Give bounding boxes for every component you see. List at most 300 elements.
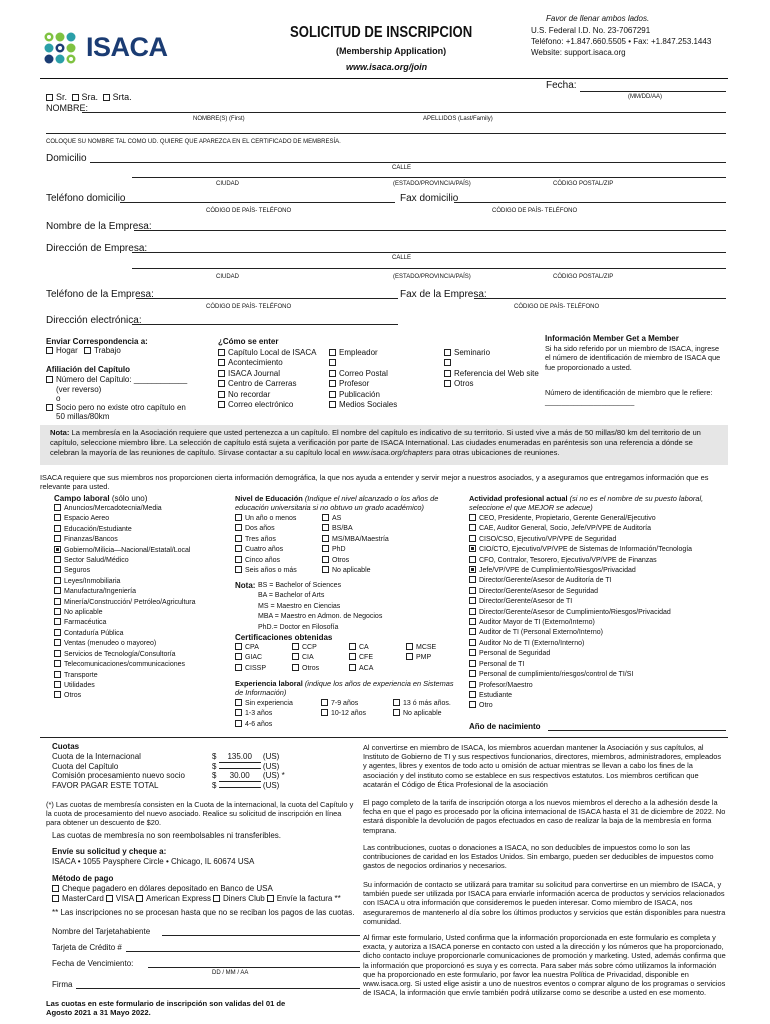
activity-checkbox[interactable] (469, 701, 476, 708)
payment-processing-note: ** Las inscripciones no se procesan hasta que no se reciban los pagos de las cuotas. (52, 908, 355, 917)
no-chapter-distance: 50 millas/80km (56, 412, 110, 421)
activity-checkbox[interactable] (469, 556, 476, 563)
cert-col2 (292, 643, 319, 674)
home-city-caption: CIUDAD (216, 181, 240, 187)
degree-checkbox[interactable] (322, 514, 329, 521)
activity-option[interactable] (469, 691, 692, 701)
how-checkbox[interactable] (218, 349, 225, 356)
campo-option[interactable] (54, 639, 196, 649)
form-subtitle: (Membership Application) (336, 46, 447, 56)
campo-option[interactable] (54, 629, 196, 639)
how-option[interactable]: Profesor (329, 379, 397, 389)
education-checkbox[interactable] (235, 556, 242, 563)
card-label: Envíe la factura ** (276, 894, 341, 903)
campo-option[interactable] (54, 546, 196, 556)
how-option[interactable]: Empleador (329, 348, 397, 358)
degree-note-option (258, 581, 382, 591)
how-checkbox[interactable] (329, 380, 336, 387)
activity-label: Director/Gerente/Asesor de Auditoría de TI (479, 577, 612, 585)
how-checkbox[interactable] (444, 349, 451, 356)
activity-checkbox[interactable] (469, 524, 476, 531)
education-option[interactable] (235, 514, 297, 524)
experience-label: Sin experiencia (245, 700, 293, 707)
campo-checkbox[interactable] (54, 598, 61, 605)
fee-label: Comisión procesamiento nuevo socio (52, 771, 185, 780)
cert-checkbox[interactable] (349, 664, 356, 671)
education-option[interactable] (235, 535, 297, 545)
activity-checkbox[interactable] (469, 649, 476, 656)
activity-checkbox[interactable] (469, 660, 476, 667)
campo-option[interactable] (54, 650, 196, 660)
degree-option[interactable] (322, 535, 389, 545)
cert-checkbox[interactable] (406, 643, 413, 650)
how-checkbox[interactable] (329, 391, 336, 398)
cert-col4 (406, 643, 436, 664)
degree-label: AS (332, 515, 342, 522)
activity-option[interactable] (469, 556, 692, 566)
activity-option[interactable] (469, 587, 692, 597)
degree-label: No aplicable (332, 567, 371, 575)
activity-checkbox[interactable] (469, 587, 476, 594)
education-option[interactable] (235, 556, 297, 566)
education-option[interactable] (235, 524, 297, 534)
campo-checkbox[interactable] (54, 608, 61, 615)
company-address-label: Dirección de Empresa: (46, 243, 148, 254)
fee-label: FAVOR PAGAR ESTE TOTAL (52, 780, 159, 790)
how-heard-col3 (444, 348, 539, 390)
company-phone-field[interactable] (136, 298, 398, 299)
degree-checkbox[interactable] (322, 524, 329, 531)
degree-note-list (258, 581, 382, 633)
activity-label: CISO/CSO, Ejecutivo/VP/VPE de Seguridad (479, 535, 617, 543)
experience-col1 (235, 699, 293, 730)
campo-checkbox[interactable] (54, 660, 61, 667)
cert-option[interactable] (292, 664, 319, 674)
how-option[interactable]: Capítulo Local de ISACA (218, 348, 317, 358)
company-zip-caption: CÓDIGO POSTAL/ZIP (553, 274, 614, 280)
activity-checkbox[interactable] (469, 545, 476, 552)
how-option[interactable]: No recordar (218, 390, 317, 400)
campo-option[interactable] (54, 608, 196, 618)
cert-checkbox[interactable] (292, 653, 299, 660)
join-link[interactable]: www.isaca.org/join (346, 62, 428, 72)
cert-label: MCSE (416, 644, 437, 651)
campo-option[interactable] (54, 618, 196, 628)
date-label: Fecha: (546, 80, 577, 91)
how-heard-col1 (218, 348, 317, 410)
experience-checkbox[interactable] (235, 720, 242, 727)
how-option[interactable] (444, 358, 539, 368)
how-option[interactable]: Correo electrónico (218, 400, 317, 410)
education-label: Cinco años (245, 556, 281, 564)
fees-validity: Las cuotas en este formulario de inscripción son validas del 01 de Agosto 2021 a 31 Mayo 2022. (46, 999, 286, 1018)
card-checkbox[interactable] (106, 895, 113, 902)
degree-checkbox[interactable] (322, 545, 329, 552)
degree-note-option (258, 591, 382, 601)
degree-checkbox[interactable] (322, 566, 329, 573)
cert-checkbox[interactable] (235, 643, 242, 650)
company-fax-field[interactable] (474, 298, 726, 299)
experience-option[interactable] (393, 709, 451, 719)
activity-checkbox[interactable] (469, 681, 476, 688)
campo-option[interactable] (54, 681, 196, 691)
activity-checkbox[interactable] (469, 618, 476, 625)
fee-amount[interactable]: $ 30.00 (US) * (212, 771, 285, 780)
experience-checkbox[interactable] (235, 709, 242, 716)
no-chapter-row: Socio pero no existe otro capítulo en (46, 403, 186, 412)
correspondence-options: Hogar Trabajo (46, 346, 121, 355)
cert-col3 (349, 643, 373, 674)
home-fax-label: Fax domicilio (400, 193, 459, 204)
how-option[interactable]: Centro de Carreras (218, 379, 317, 389)
activity-option[interactable] (469, 514, 692, 524)
activity-label: Profesor/Maestro (479, 681, 533, 689)
signature-field[interactable] (76, 988, 360, 989)
education-checkbox[interactable] (235, 535, 242, 542)
activity-checkbox[interactable] (469, 691, 476, 698)
email-label: Dirección electrónica: (46, 315, 142, 326)
activity-checkbox[interactable] (469, 566, 476, 573)
support-website: Website: support.isaca.org (531, 48, 626, 57)
education-checkbox[interactable] (235, 514, 242, 521)
experience-option[interactable] (393, 699, 451, 709)
company-city-field[interactable] (132, 268, 726, 269)
how-checkbox[interactable] (218, 380, 225, 387)
education-option[interactable] (235, 566, 297, 576)
cert-checkbox[interactable] (349, 653, 356, 660)
company-state-caption: (ESTADO/PROVINCIA/PAÍS) (393, 274, 471, 280)
how-option[interactable]: ISACA Journal (218, 369, 317, 379)
activity-label: Auditor Mayor de TI (Externo/Interno) (479, 619, 595, 627)
campo-checkbox[interactable] (54, 671, 61, 678)
birth-year-field[interactable] (548, 730, 726, 731)
name-field[interactable] (82, 112, 726, 113)
activity-list (469, 514, 692, 712)
activity-checkbox[interactable] (469, 670, 476, 677)
cert-option[interactable] (349, 643, 373, 653)
activity-option[interactable] (469, 701, 692, 711)
campo-option[interactable] (54, 504, 196, 514)
cert-option[interactable] (292, 643, 319, 653)
activity-checkbox[interactable] (469, 535, 476, 542)
home-city-field[interactable] (132, 177, 726, 178)
campo-label: Otros (64, 692, 82, 700)
cert-label: Otros (302, 664, 320, 672)
how-option[interactable]: Otros (444, 379, 539, 389)
how-checkbox[interactable] (329, 359, 336, 366)
home-phone-label: Teléfono domicilio (46, 193, 126, 204)
fee-amount[interactable]: $ (US) (212, 761, 280, 771)
experience-label: 10-12 años (331, 710, 367, 718)
activity-option[interactable] (469, 608, 692, 618)
campo-label: No aplicable (64, 609, 103, 617)
home-address-label: Domicilio (46, 153, 87, 164)
email-field[interactable] (132, 324, 398, 325)
referral-id-field[interactable]: Número de identificación de miembro que le refiere: ______________________ (545, 388, 713, 407)
fee-amount[interactable]: $ (US) (212, 780, 280, 790)
activity-label: CEO, Presidente, Propietario, Gerente General/Ejecutivo (479, 515, 656, 522)
how-checkbox[interactable] (218, 391, 225, 398)
refund-note: Las cuotas de membresía no son reembolsables ni transferibles. (52, 831, 282, 840)
cert-option[interactable] (406, 653, 436, 663)
activity-option[interactable] (469, 566, 692, 576)
degree-checkbox[interactable] (322, 556, 329, 563)
degree-note-label: BA = Bachelor of Arts (258, 592, 325, 600)
activity-option[interactable] (469, 618, 692, 628)
campo-checkbox[interactable] (54, 566, 61, 573)
campo-checkbox[interactable] (54, 681, 61, 688)
fee-suffix: (US) (262, 761, 280, 771)
cert-option[interactable] (235, 664, 266, 674)
expiry-label: Fecha de Vencimiento: (52, 959, 134, 968)
card-checkbox[interactable] (267, 895, 274, 902)
sr-checkbox[interactable] (46, 94, 53, 101)
campo-option[interactable] (54, 514, 196, 524)
cert-label: CFE (359, 654, 373, 662)
education-checkbox[interactable] (235, 545, 242, 552)
company-fax-caption: CÓDIGO DE PAÍS- TELÉFONO (514, 304, 600, 310)
activity-checkbox[interactable] (469, 608, 476, 615)
campo-checkbox[interactable] (54, 639, 61, 646)
experience-option[interactable] (235, 720, 293, 730)
how-checkbox[interactable] (218, 359, 225, 366)
campo-checkbox[interactable] (54, 546, 61, 553)
degree-option[interactable] (322, 524, 389, 534)
campo-list (54, 504, 196, 702)
fees-table (52, 752, 302, 790)
activity-option[interactable] (469, 660, 692, 670)
home-fax-field[interactable] (454, 202, 726, 203)
activity-option[interactable] (469, 649, 692, 659)
campo-label: Farmacéutica (64, 619, 107, 627)
campo-checkbox[interactable] (54, 650, 61, 657)
see-reverse-note: (ver reverso) (56, 385, 102, 394)
how-option[interactable] (329, 358, 397, 368)
cert-option[interactable] (349, 664, 373, 674)
activity-option[interactable] (469, 639, 692, 649)
campo-option[interactable] (54, 566, 196, 576)
chapter-number-checkbox[interactable] (46, 376, 53, 383)
activity-label: Jefe/VP/VPE de Cumplimiento/Riesgos/Privacidad (479, 567, 636, 575)
degree-option[interactable] (322, 566, 389, 576)
experience-checkbox[interactable] (321, 699, 328, 706)
campo-option[interactable] (54, 671, 196, 681)
payment-title: Método de pago (52, 874, 114, 883)
campo-checkbox[interactable] (54, 629, 61, 636)
campo-checkbox[interactable] (54, 556, 61, 563)
cert-option[interactable] (406, 643, 436, 653)
how-option[interactable]: Publicación (329, 390, 397, 400)
experience-option[interactable] (235, 709, 293, 719)
campo-checkbox[interactable] (54, 514, 61, 521)
fee-suffix: (US) (262, 752, 280, 761)
experience-checkbox[interactable] (393, 699, 400, 706)
campo-option[interactable] (54, 525, 196, 535)
contact-phones: Teléfono: +1.847.660.5505 • Fax: +1.847.253.1443 (531, 37, 712, 46)
cardholder-field[interactable] (162, 935, 360, 936)
fee-row (52, 771, 302, 781)
how-checkbox[interactable] (218, 370, 225, 377)
cert-checkbox[interactable] (292, 664, 299, 671)
fee-label: Cuota de la Internacional (52, 752, 141, 761)
how-checkbox[interactable] (444, 370, 451, 377)
how-checkbox[interactable] (329, 401, 336, 408)
card-checkbox[interactable] (136, 895, 143, 902)
fill-both-sides-note: Favor de llenar ambos lados. (546, 14, 650, 23)
chapter-note (50, 428, 722, 458)
campo-label: Anuncios/Mercadotecnia/Media (64, 505, 162, 512)
chapters-link[interactable]: www.isaca.org/chapters (352, 448, 433, 457)
cert-checkbox[interactable] (235, 653, 242, 660)
education-option[interactable] (235, 545, 297, 555)
cert-label: CPA (245, 644, 259, 651)
activity-option[interactable] (469, 576, 692, 586)
campo-checkbox[interactable] (54, 535, 61, 542)
how-checkbox[interactable] (218, 401, 225, 408)
cert-checkbox[interactable] (235, 664, 242, 671)
card-number-field[interactable] (126, 951, 360, 952)
fee-label: Cuota del Capítulo (52, 761, 119, 771)
no-chapter-checkbox[interactable] (46, 404, 53, 411)
how-checkbox[interactable] (444, 380, 451, 387)
how-option[interactable]: Seminario (444, 348, 539, 358)
note-bold-label: Nota: (50, 428, 70, 437)
cert-option[interactable] (349, 653, 373, 663)
experience-checkbox[interactable] (393, 709, 400, 716)
campo-label: Manufactura/Ingeniería (64, 588, 136, 596)
experience-option[interactable] (235, 699, 293, 709)
campo-checkbox[interactable] (54, 587, 61, 594)
activity-option[interactable] (469, 628, 692, 638)
card-checkbox[interactable] (52, 895, 59, 902)
company-city-caption: CIUDAD (216, 274, 240, 280)
education-title: Nivel de Educación (Indique el nivel alcanzado o los años de educación universitaria si no obtuvo un grado académico) (235, 494, 439, 513)
fee-amount[interactable]: $ 135.00 (US) (212, 752, 280, 761)
activity-option[interactable] (469, 681, 692, 691)
cert-checkbox[interactable] (406, 653, 413, 660)
how-heard-col2 (329, 348, 397, 410)
fees-title: Cuotas (52, 742, 80, 751)
cert-option[interactable] (235, 643, 266, 653)
activity-label: Otro (479, 702, 493, 710)
campo-option[interactable] (54, 535, 196, 545)
referral-text: Si ha sido referido por un miembro de ISACA, ingrese el número de identificación de miembro de ISACA que fue proporcionado a usted. (545, 344, 721, 372)
education-col2 (322, 514, 389, 576)
srta-checkbox[interactable] (103, 94, 110, 101)
company-name-field[interactable] (134, 230, 726, 231)
fee-suffix: (US) (262, 780, 280, 790)
signature-label: Firma (52, 980, 73, 989)
how-option[interactable]: Referencia del Web site (444, 369, 539, 379)
home-correspondence-checkbox[interactable] (46, 347, 53, 354)
card-label: American Express (146, 894, 211, 903)
home-street-field[interactable] (90, 162, 726, 163)
sra-checkbox[interactable] (72, 94, 79, 101)
degree-label: PhD (332, 546, 346, 554)
activity-checkbox[interactable] (469, 576, 476, 583)
campo-checkbox[interactable] (54, 525, 61, 532)
campo-option[interactable] (54, 660, 196, 670)
name-certificate-field[interactable] (46, 133, 726, 134)
degree-label: BS/BA (332, 525, 353, 533)
how-checkbox[interactable] (444, 359, 451, 366)
campo-label: Espacio Aereo (64, 515, 110, 523)
date-field[interactable] (580, 91, 726, 92)
experience-option[interactable] (321, 709, 366, 719)
education-checkbox[interactable] (235, 524, 242, 531)
activity-option[interactable] (469, 670, 692, 680)
campo-label: Sector Salud/Médico (64, 557, 129, 565)
how-option[interactable]: Correo Postal (329, 369, 397, 379)
experience-checkbox[interactable] (321, 709, 328, 716)
campo-option[interactable] (54, 691, 196, 701)
how-checkbox[interactable] (329, 349, 336, 356)
home-phone-field[interactable] (120, 202, 395, 203)
activity-option[interactable] (469, 597, 692, 607)
work-correspondence-checkbox[interactable] (84, 347, 91, 354)
degree-option[interactable] (322, 556, 389, 566)
certifications-title: Certificaciones obtenidas (235, 633, 333, 642)
cert-checkbox[interactable] (349, 643, 356, 650)
experience-checkbox[interactable] (235, 699, 242, 706)
campo-option[interactable] (54, 577, 196, 587)
activity-checkbox[interactable] (469, 628, 476, 635)
card-checkbox[interactable] (213, 895, 220, 902)
campo-checkbox[interactable] (54, 691, 61, 698)
degree-option[interactable] (322, 514, 389, 524)
activity-checkbox[interactable] (469, 514, 476, 521)
how-checkbox[interactable] (329, 370, 336, 377)
pay-check-checkbox[interactable] (52, 885, 59, 892)
chapter-note-box (40, 425, 728, 465)
expiry-field[interactable] (148, 967, 360, 968)
or-text: o (56, 394, 61, 403)
correspondence-title: Enviar Correspondencia a: (46, 337, 148, 346)
cert-option[interactable] (292, 653, 319, 663)
cert-checkbox[interactable] (292, 643, 299, 650)
education-checkbox[interactable] (235, 566, 242, 573)
campo-option[interactable] (54, 556, 196, 566)
activity-checkbox[interactable] (469, 639, 476, 646)
last-name-caption: APELLIDOS (Last/Family) (423, 116, 493, 122)
campo-checkbox[interactable] (54, 504, 61, 511)
cert-label: CIA (302, 654, 314, 662)
campo-label: Utilidades (64, 681, 95, 689)
degree-note-label: MS = Maestro en Ciencias (258, 602, 341, 610)
campo-option[interactable] (54, 598, 196, 608)
degree-note-label: MBA = Maestro en Admon. de Negocios (258, 613, 383, 621)
experience-option[interactable] (321, 699, 366, 709)
campo-checkbox[interactable] (54, 618, 61, 625)
campo-checkbox[interactable] (54, 577, 61, 584)
campo-option[interactable] (54, 587, 196, 597)
activity-option[interactable] (469, 524, 692, 534)
cert-option[interactable] (235, 653, 266, 663)
degree-option[interactable] (322, 545, 389, 555)
company-street-field[interactable] (132, 252, 726, 253)
how-option[interactable]: Medios Sociales (329, 400, 397, 410)
activity-label: CAE, Auditor General, Socio, Jefe/VP/VPE de Auditoría (479, 525, 651, 533)
experience-label: 4-6 años (245, 720, 273, 728)
how-option[interactable]: Acontecimiento (218, 358, 317, 368)
activity-checkbox[interactable] (469, 597, 476, 604)
activity-option[interactable] (469, 535, 692, 545)
activity-option[interactable] (469, 545, 692, 555)
home-fax-caption: CÓDIGO DE PAÍS- TELÉFONO (492, 208, 578, 214)
degree-checkbox[interactable] (322, 535, 329, 542)
demographics-intro: ISACA requiere que sus miembros nos proporcionen cierta información demográfica, la que nos ayuda a entender y servir mejor a nuestros asociados, y a aseguramos que entregamos información que es relevante para usted. (40, 473, 709, 492)
education-label: Tres años (245, 535, 276, 543)
